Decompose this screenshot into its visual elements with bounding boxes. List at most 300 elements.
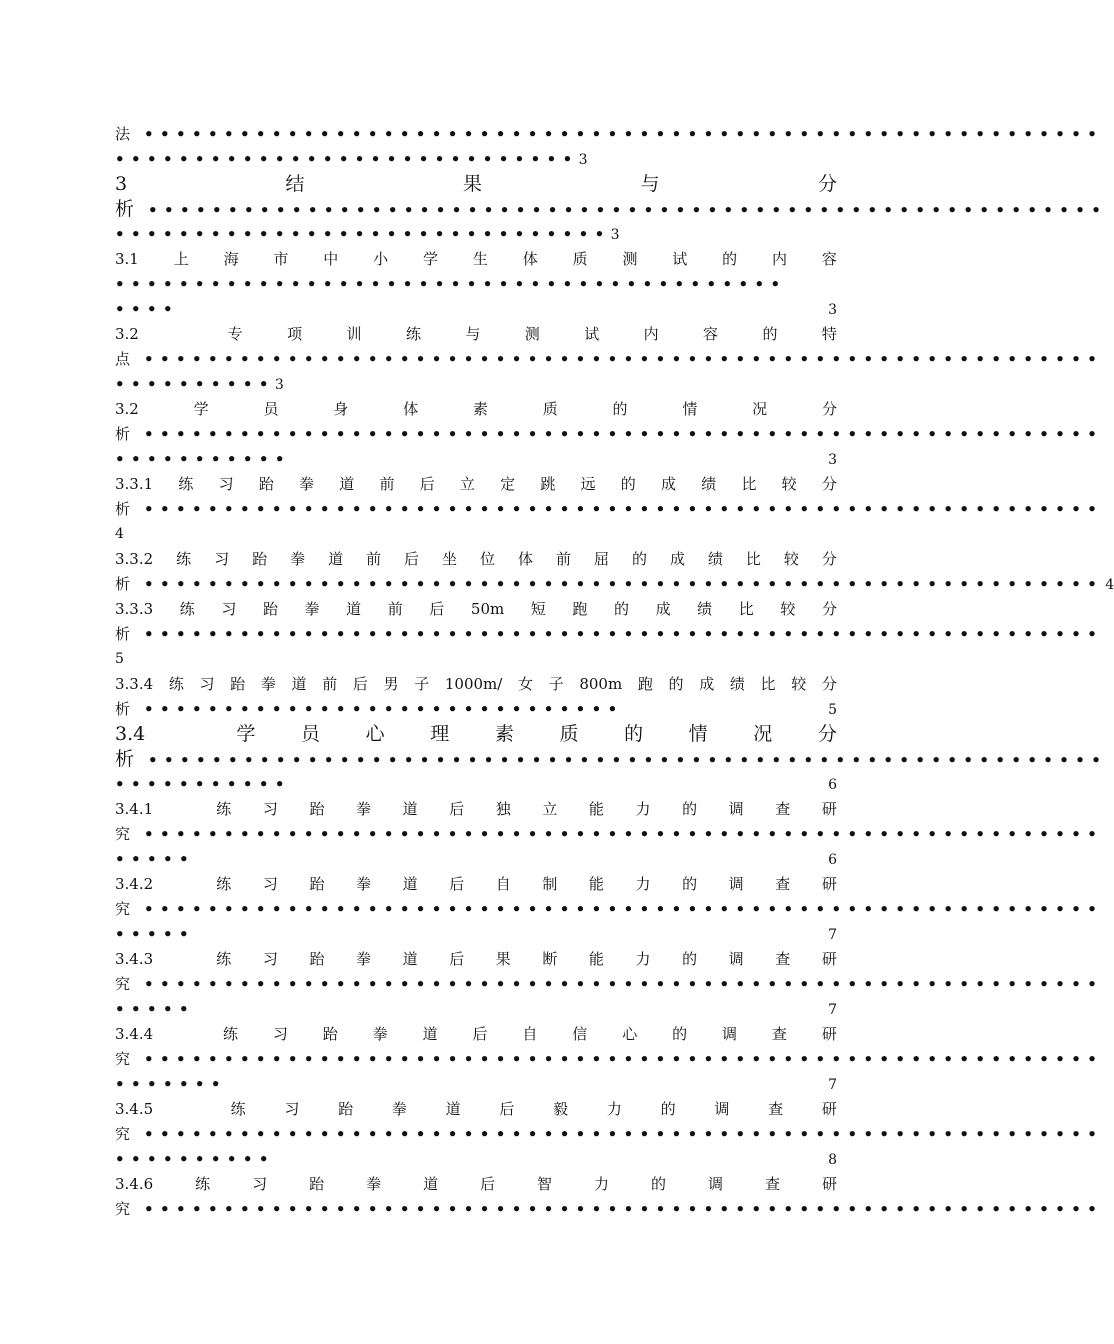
toc-heading-token: 训 bbox=[346, 325, 362, 343]
toc-heading-token: 海 bbox=[223, 250, 239, 268]
toc-label: 析 bbox=[115, 500, 131, 518]
toc-heading-token: 信 bbox=[572, 1025, 588, 1043]
toc-heading-token: 小 bbox=[373, 250, 389, 268]
toc-heading-token: 分 bbox=[821, 550, 837, 568]
dot-leader: •••••••••••••••••••••••••••••••••••••••••••••••••••••••••••• bbox=[144, 975, 1104, 993]
toc-heading-line[interactable] bbox=[115, 1172, 837, 1197]
toc-heading-token: 较 bbox=[781, 475, 797, 493]
page-number: 4 bbox=[115, 526, 124, 542]
toc-heading-token: 的 bbox=[682, 950, 698, 968]
toc-heading-token: 跆 bbox=[309, 875, 325, 893]
toc-heading-token: 自 bbox=[522, 1025, 538, 1043]
toc-heading-token: 研 bbox=[821, 875, 837, 893]
dot-leader: •••••••••••••••••••••••••••••••••••••••••••••••••••••••••••• bbox=[144, 500, 1104, 518]
toc-heading-token: 短 bbox=[530, 600, 546, 618]
toc-leader-line[interactable] bbox=[115, 972, 1104, 997]
toc-heading-token: 分 bbox=[821, 675, 837, 693]
toc-heading-token: 习 bbox=[262, 950, 278, 968]
toc-leader-line[interactable] bbox=[115, 422, 1104, 447]
dot-leader: ••••••••••••••••••••••••••••• bbox=[115, 150, 579, 168]
toc-heading-token: 跆 bbox=[322, 1025, 338, 1043]
toc-heading-token: 跆 bbox=[252, 550, 268, 568]
toc-heading-token: 3.3.1 bbox=[115, 475, 154, 493]
toc-heading-token: 员 bbox=[301, 723, 321, 745]
toc-heading-token: 练 bbox=[222, 1025, 238, 1043]
toc-heading-token: 跑 bbox=[572, 600, 588, 618]
toc-heading-token: 比 bbox=[741, 475, 757, 493]
toc-label: 点 bbox=[115, 350, 131, 368]
toc-heading-token: 成 bbox=[661, 475, 677, 493]
toc-heading-token: 调 bbox=[714, 1100, 730, 1118]
toc-leader-line[interactable] bbox=[115, 622, 1104, 647]
toc-heading-token: 练 bbox=[179, 600, 195, 618]
toc-dot-line bbox=[115, 147, 837, 172]
page-number: 7 bbox=[828, 927, 837, 943]
toc-heading-token: 查 bbox=[775, 800, 791, 818]
toc-heading-token: 心 bbox=[622, 1025, 638, 1043]
toc-heading-line[interactable] bbox=[115, 797, 837, 822]
toc-heading-token: 比 bbox=[760, 675, 776, 693]
toc-heading-token: 3.1 bbox=[115, 250, 139, 268]
toc-heading-token: 学 bbox=[193, 400, 209, 418]
toc-leader-line[interactable] bbox=[115, 197, 1108, 222]
toc-heading-token: 后 bbox=[449, 950, 465, 968]
page-number: 7 bbox=[828, 1002, 837, 1018]
toc-heading-token: 前 bbox=[322, 675, 338, 693]
toc-heading-token: 拳 bbox=[366, 1175, 382, 1193]
toc-heading-token: 前 bbox=[555, 550, 571, 568]
toc-heading-token: 3.2 bbox=[115, 400, 139, 418]
toc-heading-token: 子 bbox=[414, 675, 430, 693]
toc-heading-token: 制 bbox=[542, 875, 558, 893]
toc-heading-token: 与 bbox=[465, 325, 481, 343]
toc-heading-token: 查 bbox=[775, 950, 791, 968]
toc-heading-token: 力 bbox=[606, 1100, 622, 1118]
page-number: 7 bbox=[828, 1077, 837, 1093]
toc-dot-line bbox=[115, 447, 837, 472]
toc-dot-line bbox=[115, 372, 837, 397]
toc-heading-token: 能 bbox=[588, 800, 604, 818]
toc-heading-token: 质 bbox=[559, 723, 579, 745]
toc-heading-token: 后 bbox=[499, 1100, 515, 1118]
toc-label: 析 bbox=[115, 575, 131, 593]
toc-dot-line bbox=[115, 772, 837, 797]
dot-leader: ••••• bbox=[115, 850, 195, 868]
toc-heading-token: 习 bbox=[252, 1175, 268, 1193]
toc-heading-token: 内 bbox=[772, 250, 788, 268]
toc-heading-token: 生 bbox=[472, 250, 488, 268]
toc-heading-token: 分 bbox=[817, 723, 837, 745]
dot-leader: •••••••••••••••••••••••••••••••••••••••••••••••••••••••••••• bbox=[144, 575, 1104, 593]
toc-heading-token: 毅 bbox=[553, 1100, 569, 1118]
toc-heading-token: 跆 bbox=[258, 475, 274, 493]
toc-heading-token: 容 bbox=[703, 325, 719, 343]
page-number: 5 bbox=[115, 651, 124, 667]
toc-heading-line[interactable] bbox=[115, 322, 837, 347]
toc-heading-token: 前 bbox=[366, 550, 382, 568]
dot-leader: •••••••••••••••••••••••••••••••••••••••••••••••••••••••••••• bbox=[144, 625, 1104, 643]
toc-heading-token: 道 bbox=[402, 950, 418, 968]
toc-heading-token: 男 bbox=[383, 675, 399, 693]
toc-dot-line bbox=[115, 1072, 837, 1097]
toc-heading-token: 跆 bbox=[309, 1175, 325, 1193]
toc-heading-token: 立 bbox=[542, 800, 558, 818]
toc-heading-token: 的 bbox=[762, 325, 778, 343]
toc-label: 法 bbox=[115, 125, 131, 143]
toc-label: 究 bbox=[115, 1050, 131, 1068]
toc-heading-token: 特 bbox=[821, 325, 837, 343]
toc-heading-token: 远 bbox=[580, 475, 596, 493]
toc-heading-token: 理 bbox=[430, 723, 450, 745]
toc-heading-token: 较 bbox=[783, 550, 799, 568]
toc-heading-line[interactable] bbox=[115, 597, 837, 622]
toc-heading-token: 3.4.1 bbox=[115, 800, 154, 818]
toc-heading-token: 的 bbox=[620, 475, 636, 493]
toc-heading-token: 查 bbox=[775, 875, 791, 893]
toc-heading-token: 成 bbox=[655, 600, 671, 618]
toc-heading-token: 查 bbox=[764, 1175, 780, 1193]
toc-heading-token: 后 bbox=[419, 475, 435, 493]
dot-leader: •••• bbox=[115, 300, 179, 318]
dot-leader: •••••••••••••••••••••••••••••••••••••••••••••••••••••••••••• bbox=[148, 751, 1108, 769]
toc-heading-token: 果 bbox=[495, 950, 511, 968]
toc-leader-line[interactable] bbox=[115, 1122, 1104, 1147]
toc-heading-token: 后 bbox=[404, 550, 420, 568]
toc-heading-token: 后 bbox=[429, 600, 445, 618]
toc-heading-token: 3.4.6 bbox=[115, 1175, 154, 1193]
toc-heading-token: 研 bbox=[821, 1100, 837, 1118]
toc-heading-line[interactable] bbox=[115, 872, 837, 897]
toc-heading-token: 绩 bbox=[701, 475, 717, 493]
toc-heading-token: 后 bbox=[449, 875, 465, 893]
toc-heading-token: 的 bbox=[672, 1025, 688, 1043]
page-number: 3 bbox=[610, 227, 620, 243]
toc-heading-line[interactable] bbox=[115, 472, 837, 497]
toc-heading-token: 习 bbox=[262, 800, 278, 818]
toc-heading-token: 分 bbox=[821, 400, 837, 418]
toc-heading-token: 结 bbox=[285, 173, 305, 195]
toc-heading-token: 拳 bbox=[304, 600, 320, 618]
toc-heading-token: 跆 bbox=[309, 950, 325, 968]
toc-heading-token: 拳 bbox=[391, 1100, 407, 1118]
toc-heading-token: 质 bbox=[572, 250, 588, 268]
toc-label: 析 bbox=[115, 700, 131, 718]
toc-heading-token: 体 bbox=[403, 400, 419, 418]
toc-heading-token: 跆 bbox=[262, 600, 278, 618]
dot-leader: •••••••••••••••••••••••••••••••••••••••••••••••••••••••••••• bbox=[144, 125, 1104, 143]
toc-heading-token: 女 bbox=[517, 675, 533, 693]
toc-leader-line[interactable] bbox=[115, 822, 1104, 847]
toc-heading-token: 的 bbox=[631, 550, 647, 568]
toc-heading-line[interactable] bbox=[115, 172, 837, 197]
toc-heading-token: 绩 bbox=[697, 600, 713, 618]
toc-heading-token: 习 bbox=[284, 1100, 300, 1118]
toc-dot-line bbox=[115, 922, 837, 947]
toc-heading-token: 质 bbox=[542, 400, 558, 418]
dot-leader: •••••••••••••••••••••••••••••••••••••••••••••••••••••••••••• bbox=[144, 900, 1104, 918]
toc-heading-token: 心 bbox=[365, 723, 385, 745]
toc-heading-token: 况 bbox=[752, 400, 768, 418]
toc-heading-token: 较 bbox=[780, 600, 796, 618]
dot-leader: ••••••••••• bbox=[115, 450, 291, 468]
toc-label: 析 bbox=[115, 748, 135, 770]
toc-heading-token: 体 bbox=[518, 550, 534, 568]
toc-heading-line[interactable] bbox=[115, 672, 837, 697]
toc-heading-token: 拳 bbox=[356, 875, 372, 893]
toc-heading-token: 中 bbox=[323, 250, 339, 268]
toc-heading-token: 练 bbox=[176, 550, 192, 568]
toc-heading-token: 习 bbox=[272, 1025, 288, 1043]
toc-heading-line[interactable] bbox=[115, 547, 837, 572]
toc-heading-token: 断 bbox=[542, 950, 558, 968]
toc-heading-line[interactable] bbox=[115, 247, 837, 272]
toc-heading-token: 学 bbox=[423, 250, 439, 268]
toc-heading-token: 素 bbox=[472, 400, 488, 418]
toc-heading-token: 道 bbox=[422, 1025, 438, 1043]
toc-label: 析 bbox=[115, 625, 131, 643]
toc-dot-line bbox=[115, 272, 837, 297]
dot-leader: ••••••••••••••••••••••••••••••• bbox=[115, 225, 611, 243]
toc-heading-token: 道 bbox=[423, 1175, 439, 1193]
toc-leader-line[interactable] bbox=[115, 347, 1104, 372]
toc-label: 究 bbox=[115, 975, 131, 993]
toc-heading-token: 能 bbox=[588, 875, 604, 893]
toc-heading-line[interactable] bbox=[115, 722, 837, 747]
dot-leader: ••••• bbox=[115, 1000, 195, 1018]
toc-heading-token: 调 bbox=[708, 1175, 724, 1193]
toc-heading-token: 研 bbox=[821, 950, 837, 968]
toc-leader-line[interactable] bbox=[115, 897, 1104, 922]
toc-heading-token: 800m bbox=[579, 675, 623, 693]
dot-leader: ••••••• bbox=[115, 1075, 227, 1093]
dot-leader: •••••••••••••••••••••••••••••••••••••••••••••••••••••••••••• bbox=[144, 425, 1104, 443]
toc-leader-line[interactable] bbox=[115, 1047, 1104, 1072]
toc-heading-token: 道 bbox=[328, 550, 344, 568]
toc-heading-token: 道 bbox=[445, 1100, 461, 1118]
dot-leader: •••••••••••••••••••••••••••••••••••••••••••••••••••••••••••• bbox=[144, 1125, 1104, 1143]
dot-leader: •••••••••••••••••••••••••••••••••••••••••••••••••••••••••••• bbox=[144, 350, 1104, 368]
dot-leader: •••••••••••••••••••••••••••••••••••••••••• bbox=[115, 275, 787, 293]
toc-label: 析 bbox=[115, 198, 135, 220]
toc-heading-token: 智 bbox=[537, 1175, 553, 1193]
toc-heading-token: 3 bbox=[115, 173, 128, 195]
toc-heading-token: 素 bbox=[494, 723, 514, 745]
toc-heading-token: 测 bbox=[524, 325, 540, 343]
dot-leader: ••••••••••• bbox=[115, 775, 291, 793]
dot-leader: •••••••••••••••••••••••••••••••••••••••••••••••••••••••••••• bbox=[148, 201, 1108, 219]
toc-leader-line[interactable] bbox=[115, 1197, 1104, 1222]
toc-heading-token: 坐 bbox=[442, 550, 458, 568]
toc-heading-token: 练 bbox=[195, 1175, 211, 1193]
toc-heading-token: 分 bbox=[821, 600, 837, 618]
toc-heading-token: 的 bbox=[612, 400, 628, 418]
toc-dot-line bbox=[115, 847, 837, 872]
toc-heading-token: 上 bbox=[173, 250, 189, 268]
toc-dot-line bbox=[115, 297, 837, 322]
toc-heading-token: 调 bbox=[728, 875, 744, 893]
toc-heading-token: 拳 bbox=[299, 475, 315, 493]
toc-heading-token: 拳 bbox=[290, 550, 306, 568]
toc-leader-line[interactable] bbox=[115, 747, 1108, 772]
toc-heading-token: 力 bbox=[635, 800, 651, 818]
page-number: 6 bbox=[828, 852, 837, 868]
toc-heading-token: 与 bbox=[640, 173, 660, 195]
dot-leader: •••••••••• bbox=[115, 375, 275, 393]
toc-dot-line bbox=[115, 222, 837, 247]
toc-heading-token: 专 bbox=[227, 325, 243, 343]
toc-heading-token: 练 bbox=[216, 950, 232, 968]
toc-heading-token: 习 bbox=[221, 600, 237, 618]
toc-heading-token: 绩 bbox=[729, 675, 745, 693]
toc-heading-token: 容 bbox=[821, 250, 837, 268]
toc-heading-line[interactable] bbox=[115, 1022, 837, 1047]
toc-heading-token: 前 bbox=[387, 600, 403, 618]
toc-heading-token: 的 bbox=[660, 1100, 676, 1118]
toc-heading-token: 道 bbox=[291, 675, 307, 693]
toc-heading-token: 试 bbox=[672, 250, 688, 268]
toc-heading-token: 查 bbox=[771, 1025, 787, 1043]
toc-heading-token: 的 bbox=[722, 250, 738, 268]
toc-heading-token: 子 bbox=[548, 675, 564, 693]
toc-heading-token: 比 bbox=[745, 550, 761, 568]
toc-heading-token: 力 bbox=[635, 875, 651, 893]
toc-heading-token: 力 bbox=[594, 1175, 610, 1193]
toc-heading-token: 调 bbox=[722, 1025, 738, 1043]
toc-heading-token: 道 bbox=[339, 475, 355, 493]
page-number: 3 bbox=[578, 152, 588, 168]
toc-heading-token: 研 bbox=[821, 1175, 837, 1193]
toc-label: 究 bbox=[115, 900, 131, 918]
toc-heading-token: 习 bbox=[262, 875, 278, 893]
toc-heading-token: 跳 bbox=[540, 475, 556, 493]
toc-heading-token: 比 bbox=[738, 600, 754, 618]
toc-label: 析 bbox=[115, 425, 131, 443]
toc-heading-token: 内 bbox=[643, 325, 659, 343]
toc-heading-token: 跆 bbox=[338, 1100, 354, 1118]
toc-heading-token: 跆 bbox=[230, 675, 246, 693]
toc-heading-token: 学 bbox=[236, 723, 256, 745]
table-of-contents bbox=[115, 122, 1114, 1222]
toc-heading-token: 拳 bbox=[356, 950, 372, 968]
dot-leader: •••••••••••••••••••••••••••••• bbox=[144, 700, 624, 718]
toc-heading-token: 练 bbox=[405, 325, 421, 343]
toc-leader-line[interactable] bbox=[115, 497, 1104, 522]
toc-leader-line[interactable] bbox=[115, 697, 837, 722]
dot-leader: •••••••••••••••••••••••••••••••••••••••••••••••••••••••••••• bbox=[144, 825, 1104, 843]
toc-heading-token: 立 bbox=[459, 475, 475, 493]
toc-heading-token: 身 bbox=[333, 400, 349, 418]
page-number: 3 bbox=[828, 302, 837, 318]
toc-heading-token: 成 bbox=[669, 550, 685, 568]
toc-label: 究 bbox=[115, 1125, 131, 1143]
toc-dot-line bbox=[115, 1147, 837, 1172]
toc-heading-token: 力 bbox=[635, 950, 651, 968]
toc-heading-token: 习 bbox=[214, 550, 230, 568]
toc-heading-token: 研 bbox=[821, 800, 837, 818]
toc-heading-token: 3.4.4 bbox=[115, 1025, 154, 1043]
toc-heading-token: 查 bbox=[768, 1100, 784, 1118]
toc-dot-line bbox=[115, 997, 837, 1022]
toc-heading-token: 体 bbox=[522, 250, 538, 268]
toc-heading-token: 拳 bbox=[260, 675, 276, 693]
toc-leader-line[interactable] bbox=[115, 572, 1114, 597]
toc-heading-token: 独 bbox=[495, 800, 511, 818]
toc-heading-token: 跆 bbox=[309, 800, 325, 818]
toc-heading-token: 道 bbox=[346, 600, 362, 618]
toc-heading-token: 的 bbox=[613, 600, 629, 618]
toc-heading-token: 测 bbox=[622, 250, 638, 268]
toc-heading-token: 的 bbox=[668, 675, 684, 693]
toc-heading-token: 能 bbox=[588, 950, 604, 968]
toc-heading-token: 的 bbox=[651, 1175, 667, 1193]
toc-heading-token: 的 bbox=[682, 875, 698, 893]
toc-heading-token: 3.4.5 bbox=[115, 1100, 154, 1118]
page-number: 5 bbox=[828, 702, 837, 718]
toc-heading-token: 3.3.3 bbox=[115, 600, 154, 618]
toc-heading-token: 习 bbox=[199, 675, 215, 693]
toc-heading-token: 3.4.2 bbox=[115, 875, 154, 893]
toc-heading-token: 3.3.4 bbox=[115, 675, 154, 693]
toc-heading-line[interactable] bbox=[115, 947, 837, 972]
toc-heading-line[interactable] bbox=[115, 397, 837, 422]
toc-heading-token: 拳 bbox=[372, 1025, 388, 1043]
dot-leader: ••••• bbox=[115, 925, 195, 943]
page-number: 8 bbox=[828, 1152, 837, 1168]
toc-heading-token: 分 bbox=[821, 475, 837, 493]
page-number: 3 bbox=[828, 452, 837, 468]
toc-heading-token: 前 bbox=[379, 475, 395, 493]
toc-heading-token: 况 bbox=[753, 723, 773, 745]
page-number: 3 bbox=[274, 377, 284, 393]
toc-heading-token: 试 bbox=[584, 325, 600, 343]
toc-heading-token: 情 bbox=[688, 723, 708, 745]
dot-leader: •••••••••••••••••••••••••••••••••••••••••••••••••••••••••••• bbox=[144, 1050, 1104, 1068]
toc-heading-token: 屈 bbox=[593, 550, 609, 568]
toc-heading-token: 后 bbox=[472, 1025, 488, 1043]
toc-heading-token: 项 bbox=[287, 325, 303, 343]
dot-leader: •••••••••••••••••••••••••••••••••••••••••••••••••••••••••••• bbox=[144, 1200, 1104, 1218]
toc-heading-token: 成 bbox=[699, 675, 715, 693]
toc-heading-token: 习 bbox=[218, 475, 234, 493]
toc-heading-token: 1000m/ bbox=[444, 675, 503, 693]
toc-heading-token: 较 bbox=[791, 675, 807, 693]
toc-heading-line[interactable] bbox=[115, 1097, 837, 1122]
toc-heading-token: 跑 bbox=[637, 675, 653, 693]
toc-heading-token: 果 bbox=[463, 173, 483, 195]
toc-heading-token: 的 bbox=[682, 800, 698, 818]
toc-leader-line[interactable] bbox=[115, 122, 1104, 147]
toc-label: 究 bbox=[115, 1200, 131, 1218]
toc-heading-token: 的 bbox=[624, 723, 644, 745]
toc-heading-token: 情 bbox=[682, 400, 698, 418]
toc-heading-token: 练 bbox=[216, 875, 232, 893]
toc-heading-token: 自 bbox=[495, 875, 511, 893]
toc-heading-token: 拳 bbox=[356, 800, 372, 818]
toc-heading-token: 调 bbox=[728, 950, 744, 968]
toc-heading-token: 练 bbox=[230, 1100, 246, 1118]
toc-heading-token: 研 bbox=[821, 1025, 837, 1043]
toc-heading-token: 3.4.3 bbox=[115, 950, 154, 968]
toc-heading-token: 后 bbox=[352, 675, 368, 693]
toc-heading-token: 练 bbox=[216, 800, 232, 818]
page-number: 4 bbox=[1105, 577, 1114, 593]
toc-heading-token: 市 bbox=[273, 250, 289, 268]
toc-heading-token: 分 bbox=[817, 173, 837, 195]
dot-leader: •••••••••• bbox=[115, 1150, 275, 1168]
page-number: 6 bbox=[828, 777, 837, 793]
toc-heading-token: 后 bbox=[449, 800, 465, 818]
toc-heading-token: 练 bbox=[168, 675, 184, 693]
